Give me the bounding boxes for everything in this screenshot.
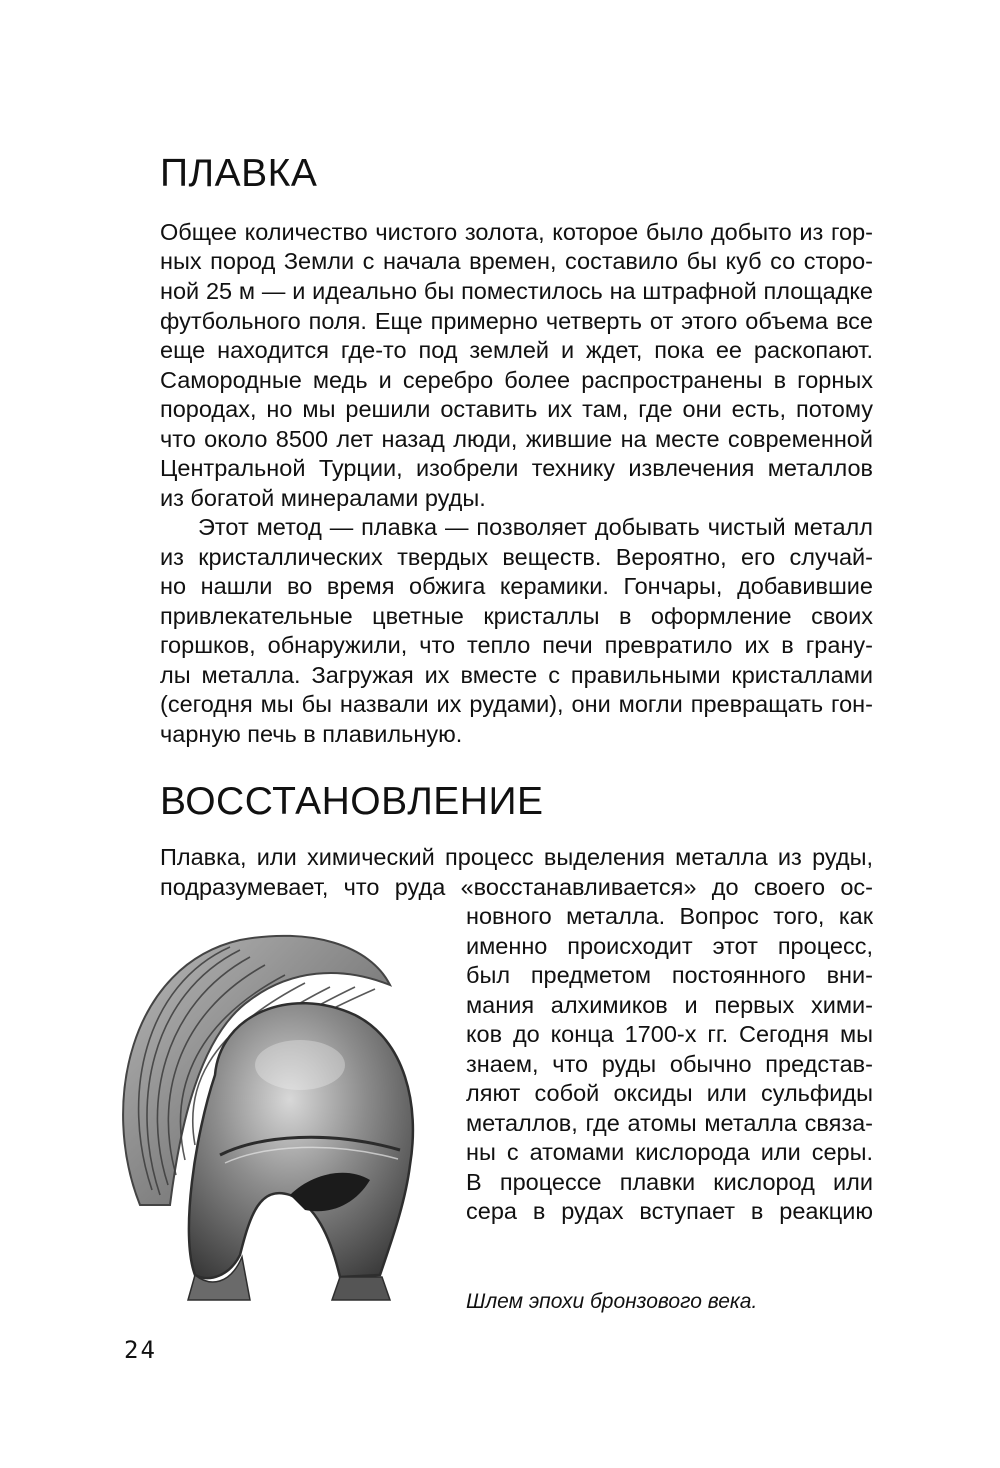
text-line: из кристаллических твердых веществ. Вероятно, его случай- bbox=[160, 544, 873, 570]
text-line: мания алхимиков и первых хими- bbox=[466, 992, 873, 1018]
text-line: Плавка, или химический процесс выделения металла из руды, bbox=[160, 844, 873, 870]
text-line: Этот метод — плавка — позволяет добывать чистый металл bbox=[198, 514, 873, 540]
text-line: знаем, что руды обычно представ- bbox=[466, 1051, 873, 1077]
text-line: (сегодня мы бы назвали их рудами), они могли превращать гон- bbox=[160, 691, 873, 717]
section-title-reduction: ВОССТАНОВЛЕНИЕ bbox=[160, 780, 544, 823]
text-line: из богатой минералами руды. bbox=[160, 485, 486, 511]
text-line: ной 25 м — и идеально бы поместилось на штрафной площадке bbox=[160, 278, 873, 304]
text-line: Общее количество чистого золота, которое было добыто из гор- bbox=[160, 219, 873, 245]
helmet-icon bbox=[100, 905, 440, 1305]
text-line: металлов, где атомы металла связа- bbox=[466, 1110, 873, 1136]
text-line: лы металла. Загружая их вместе с правильными кристаллами bbox=[160, 662, 873, 688]
text-line: Центральной Турции, изобрели технику извлечения металлов bbox=[160, 455, 873, 481]
text-line: но нашли во время обжига керамики. Гончары, добавившие bbox=[160, 573, 873, 599]
helmet-image bbox=[100, 905, 440, 1305]
text-line: ляют собой оксиды или сульфиды bbox=[466, 1080, 873, 1106]
text-line: Самородные медь и серебро более распространены в горных bbox=[160, 367, 873, 393]
text-line: сера в рудах вступает в реакцию bbox=[466, 1198, 873, 1224]
text-line: чарную печь в плавильную. bbox=[160, 721, 463, 747]
text-line: новного металла. Вопрос того, как bbox=[466, 903, 873, 929]
text-line: ны с атомами кислорода или серы. bbox=[466, 1139, 873, 1165]
text-line: именно происходит этот процесс, bbox=[466, 933, 873, 959]
text-line: ных пород Земли с начала времен, составило бы куб со сторо- bbox=[160, 248, 873, 274]
text-line: В процессе плавки кислород или bbox=[466, 1169, 873, 1195]
page-number: 24 bbox=[124, 1336, 157, 1364]
text-line: породах, но мы решили оставить их там, где они есть, потому bbox=[160, 396, 873, 422]
section-title-smelting: ПЛАВКА bbox=[160, 152, 318, 195]
text-line: привлекательные цветные кристаллы в оформление своих bbox=[160, 603, 873, 629]
text-line: что около 8500 лет назад люди, жившие на месте современной bbox=[160, 426, 873, 452]
text-line: ков до конца 1700-х гг. Сегодня мы bbox=[466, 1021, 873, 1047]
text-line: еще находится где-то под землей и ждет, пока ее раскопают. bbox=[160, 337, 873, 363]
text-line: горшков, обнаружили, что тепло печи превратило их в грану- bbox=[160, 632, 873, 658]
text-line: был предметом постоянного вни- bbox=[466, 962, 873, 988]
figure-caption: Шлем эпохи бронзового века. bbox=[466, 1290, 758, 1313]
text-line: футбольного поля. Еще примерно четверть от этого объема все bbox=[160, 308, 873, 334]
text-line: подразумевает, что руда «восстанавливается» до своего ос- bbox=[160, 874, 873, 900]
